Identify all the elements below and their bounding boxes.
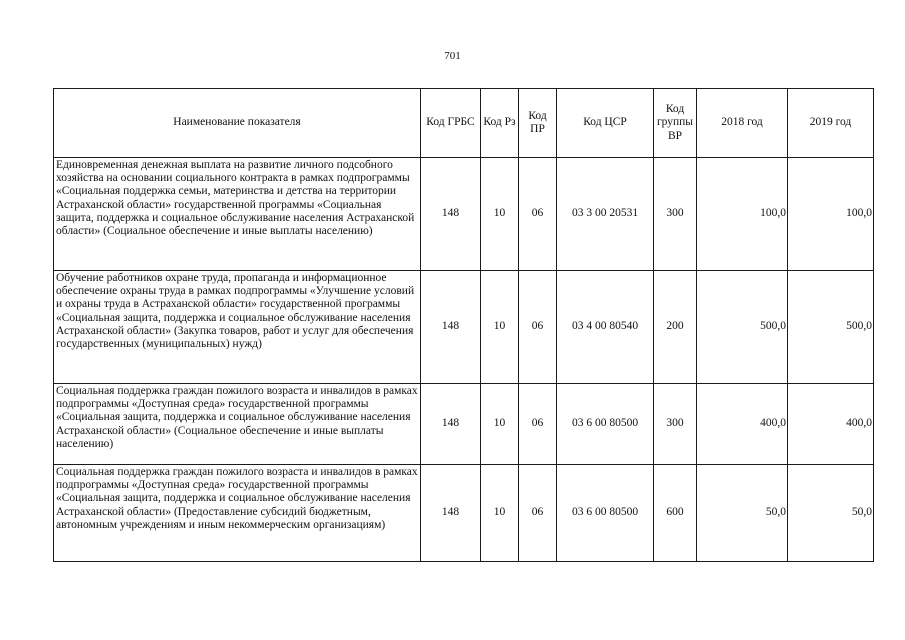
row-grbs: 148 [421,384,481,465]
row-pr: 06 [519,384,557,465]
row-vr: 300 [654,384,697,465]
row-2019: 400,0 [788,384,874,465]
page-number: 701 [444,50,461,62]
table-header-row [54,89,874,158]
header-grbs: Код ГРБС [421,89,481,158]
row-vr: 200 [654,271,697,384]
budget-table [53,88,874,562]
table-row [54,384,874,465]
row-csr: 03 6 00 80500 [557,465,654,562]
header-name: Наименование показателя [54,89,421,158]
row-name: Социальная поддержка граждан пожилого возраста и инвалидов в рамках подпрограммы «Доступная среда» государственной программы «Социальная защита, поддержка и социальное обслуживание населения Астраханской области» (Предоставление субсидий бюджетным, автономным учреждениям и иным некоммерческим организациям) [54,465,421,562]
row-2019: 500,0 [788,271,874,384]
header-rz: Код Рз [481,89,519,158]
header-vr: Код группы ВР [654,89,697,158]
table-row [54,271,874,384]
row-name: Единовременная денежная выплата на развитие личного подсобного хозяйства на основании социального контракта в рамках подпрограммы «Социальная поддержка семьи, материнства и детства на территории Астраханской области» государственной программы «Социальная защита, поддержка и социальное обслуживание населения Астраханской области» (Социальное обеспечение и иные выплаты населению) [54,158,421,271]
header-2018: 2018 год [697,89,788,158]
table-row [54,465,874,562]
row-grbs: 148 [421,158,481,271]
row-2018: 50,0 [697,465,788,562]
row-csr: 03 4 00 80540 [557,271,654,384]
header-pr: Код ПР [519,89,557,158]
table-row [54,158,874,271]
row-rz: 10 [481,465,519,562]
row-pr: 06 [519,271,557,384]
row-2018: 100,0 [697,158,788,271]
row-vr: 300 [654,158,697,271]
row-name: Социальная поддержка граждан пожилого возраста и инвалидов в рамках подпрограммы «Доступная среда» государственной программы «Социальная защита, поддержка и социальное обслуживание населения Астраханской области» (Социальное обеспечение и иные выплаты населению) [54,384,421,465]
row-csr: 03 6 00 80500 [557,384,654,465]
row-rz: 10 [481,158,519,271]
row-csr: 03 3 00 20531 [557,158,654,271]
row-grbs: 148 [421,465,481,562]
row-2018: 400,0 [697,384,788,465]
header-2019: 2019 год [788,89,874,158]
row-pr: 06 [519,465,557,562]
row-pr: 06 [519,158,557,271]
row-grbs: 148 [421,271,481,384]
row-rz: 10 [481,271,519,384]
row-2019: 100,0 [788,158,874,271]
row-vr: 600 [654,465,697,562]
row-2019: 50,0 [788,465,874,562]
row-rz: 10 [481,384,519,465]
header-csr: Код ЦСР [557,89,654,158]
row-name: Обучение работников охране труда, пропаганда и информационное обеспечение охраны труда в рамках подпрограммы «Улучшение условий и охраны труда в Астраханской области» государственной программы «Социальная защита, поддержка и социальное обслуживание населения Астраханской области» (Закупка товаров, работ и услуг для обеспечения государственных (муниципальных) нужд) [54,271,421,384]
row-2018: 500,0 [697,271,788,384]
